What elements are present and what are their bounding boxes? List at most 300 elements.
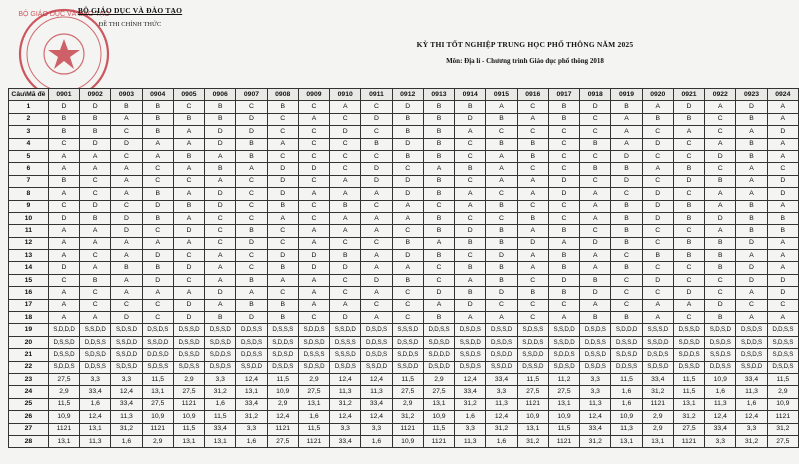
answer-cell: C: [392, 299, 423, 311]
answer-cell: D: [548, 274, 579, 286]
answer-cell: C: [48, 200, 79, 212]
answer-cell: A: [330, 188, 361, 200]
question-number-cell: 27: [9, 423, 49, 435]
answer-cell: D: [298, 163, 329, 175]
answer-cell: C: [767, 299, 798, 311]
answer-cell: B: [611, 200, 642, 212]
question-number-cell: 15: [9, 274, 49, 286]
answer-cell: C: [423, 262, 454, 274]
answer-cell: A: [392, 200, 423, 212]
answer-cell: 27,5: [423, 386, 454, 398]
answer-cell: 11,5: [142, 373, 173, 385]
answer-cell: A: [111, 274, 142, 286]
answer-cell: C: [611, 250, 642, 262]
answer-cell: A: [298, 225, 329, 237]
header-question-code: Câu\Mã đề: [9, 89, 49, 101]
question-number-cell: 18: [9, 312, 49, 324]
answer-cell: 11,3: [486, 398, 517, 410]
answer-cell: A: [673, 299, 704, 311]
answer-cell: 11,5: [423, 423, 454, 435]
answer-cell: D: [48, 212, 79, 224]
header-exam-code: 0907: [236, 89, 267, 101]
answer-key-table: [8, 88, 799, 448]
answer-cell: D,S,D,S: [267, 361, 298, 373]
answer-cell: C: [642, 237, 673, 249]
answer-cell: C: [142, 299, 173, 311]
answer-cell: C: [330, 287, 361, 299]
answer-cell: S,D,S,D: [423, 336, 454, 348]
answer-cell: D,S,D,S: [330, 361, 361, 373]
answer-cell: B: [80, 212, 111, 224]
table-row: [9, 225, 799, 237]
answer-cell: B: [142, 188, 173, 200]
answer-cell: S,D,D,S: [48, 361, 79, 373]
answer-cell: A: [455, 126, 486, 138]
answer-cell: B: [392, 274, 423, 286]
answer-cell: C: [298, 138, 329, 150]
subject-line: Môn: Địa lí - Chương trình Giáo dục phổ thông 2018: [446, 57, 604, 65]
answer-cell: A: [455, 274, 486, 286]
answer-cell: S,S,D,S: [455, 349, 486, 361]
answer-cell: 11,5: [298, 423, 329, 435]
answer-cell: D: [673, 287, 704, 299]
answer-cell: D,D,S,S: [767, 324, 798, 336]
question-number-cell: 13: [9, 250, 49, 262]
answer-cell: D: [205, 138, 236, 150]
answer-cell: D,S,S,D: [673, 324, 704, 336]
answer-cell: S,S,D,D: [642, 336, 673, 348]
answer-cell: A: [173, 237, 204, 249]
answer-cell: A: [642, 299, 673, 311]
answer-cell: B: [392, 113, 423, 125]
answer-cell: C: [580, 225, 611, 237]
answer-cell: B: [267, 101, 298, 113]
answer-cell: 11,5: [611, 373, 642, 385]
answer-cell: D: [423, 287, 454, 299]
answer-cell: D: [236, 312, 267, 324]
answer-cell: B: [486, 200, 517, 212]
answer-cell: D: [455, 225, 486, 237]
answer-cell: A: [142, 138, 173, 150]
answer-cell: A: [517, 250, 548, 262]
answer-cell: A: [173, 126, 204, 138]
answer-cell: C: [80, 175, 111, 187]
header-exam-code: 0910: [330, 89, 361, 101]
answer-cell: S,S,D,D: [236, 361, 267, 373]
answer-cell: C: [517, 126, 548, 138]
table-row: [9, 262, 799, 274]
answer-cell: 13,1: [205, 435, 236, 447]
header-exam-code: 0903: [111, 89, 142, 101]
answer-cell: B: [705, 175, 736, 187]
answer-cell: C: [486, 212, 517, 224]
answer-cell: A: [205, 274, 236, 286]
answer-cell: C: [517, 200, 548, 212]
answer-cell: B: [205, 163, 236, 175]
answer-cell: 3,3: [736, 423, 767, 435]
answer-cell: D: [142, 200, 173, 212]
answer-cell: C: [392, 312, 423, 324]
answer-cell: A: [736, 163, 767, 175]
header-exam-code: 0922: [705, 89, 736, 101]
answer-cell: A: [767, 237, 798, 249]
answer-cell: C: [361, 237, 392, 249]
answer-cell: A: [517, 262, 548, 274]
answer-cell: 33,4: [205, 423, 236, 435]
answer-cell: A: [580, 200, 611, 212]
table-row: [9, 237, 799, 249]
answer-cell: D: [580, 101, 611, 113]
answer-cell: A: [736, 126, 767, 138]
answer-cell: C: [517, 163, 548, 175]
answer-cell: D: [548, 175, 579, 187]
answer-cell: D: [736, 274, 767, 286]
header-exam-code: 0912: [392, 89, 423, 101]
answer-cell: B: [142, 101, 173, 113]
answer-cell: S,D,D,S: [736, 336, 767, 348]
answer-cell: 1121: [767, 411, 798, 423]
answer-cell: 11,3: [330, 386, 361, 398]
answer-cell: C: [392, 225, 423, 237]
answer-cell: B: [767, 225, 798, 237]
answer-cell: 27,5: [517, 386, 548, 398]
answer-cell: B: [517, 287, 548, 299]
answer-cell: S,D,D,S: [298, 324, 329, 336]
header-exam-code: 0902: [80, 89, 111, 101]
answer-cell: A: [330, 101, 361, 113]
answer-cell: S,D,S,D: [611, 349, 642, 361]
answer-cell: B: [736, 113, 767, 125]
answer-cell: C: [298, 150, 329, 162]
answer-cell: A: [267, 212, 298, 224]
answer-cell: B: [423, 212, 454, 224]
table-row: [9, 175, 799, 187]
answer-cell: 12,4: [705, 411, 736, 423]
answer-cell: C: [330, 138, 361, 150]
answer-cell: C: [580, 150, 611, 162]
answer-cell: D: [392, 175, 423, 187]
answer-cell: C: [673, 262, 704, 274]
table-row: [9, 287, 799, 299]
answer-cell: A: [392, 262, 423, 274]
answer-cell: D: [80, 101, 111, 113]
answer-cell: B: [142, 262, 173, 274]
header-exam-code: 0916: [517, 89, 548, 101]
answer-cell: A: [705, 225, 736, 237]
answer-cell: C: [236, 250, 267, 262]
answer-cell: B: [486, 237, 517, 249]
answer-cell: A: [705, 188, 736, 200]
question-number-cell: 3: [9, 126, 49, 138]
answer-cell: 2,9: [642, 423, 673, 435]
answer-cell: A: [80, 150, 111, 162]
answer-cell: 13,1: [611, 435, 642, 447]
answer-cell: D: [580, 237, 611, 249]
header-exam-code: 0915: [486, 89, 517, 101]
answer-cell: S,S,D,D: [142, 336, 173, 348]
answer-cell: 2,9: [423, 373, 454, 385]
answer-cell: D,D,S,S: [705, 361, 736, 373]
answer-cell: 3,3: [580, 373, 611, 385]
answer-cell: D,S,D,S: [455, 324, 486, 336]
answer-cell: C: [361, 126, 392, 138]
answer-cell: 12,4: [236, 373, 267, 385]
answer-cell: D,S,D,D: [423, 361, 454, 373]
answer-cell: D,S,S,D: [517, 361, 548, 373]
answer-cell: C: [705, 126, 736, 138]
answer-cell: 3,3: [580, 386, 611, 398]
answer-cell: S,D,S,S: [173, 361, 204, 373]
answer-cell: 11,3: [361, 386, 392, 398]
answer-cell: 3,3: [330, 423, 361, 435]
answer-cell: D: [111, 138, 142, 150]
answer-cell: 12,4: [330, 411, 361, 423]
question-number-cell: 5: [9, 150, 49, 162]
question-number-cell: 20: [9, 336, 49, 348]
answer-cell: A: [267, 274, 298, 286]
answer-cell: D: [642, 274, 673, 286]
answer-cell: B: [423, 113, 454, 125]
answer-cell: C: [205, 237, 236, 249]
answer-cell: D: [48, 101, 79, 113]
answer-cell: 1121: [517, 398, 548, 410]
answer-cell: B: [392, 237, 423, 249]
answer-cell: C: [298, 101, 329, 113]
answer-cell: D: [80, 138, 111, 150]
answer-cell: 1121: [298, 435, 329, 447]
answer-cell: B: [267, 200, 298, 212]
answer-cell: D,S,S,D: [611, 336, 642, 348]
answer-cell: S,D,D,D: [611, 324, 642, 336]
answer-cell: A: [517, 113, 548, 125]
answer-cell: D: [486, 250, 517, 262]
answer-cell: 11,5: [205, 411, 236, 423]
answer-cell: A: [48, 250, 79, 262]
answer-cell: S,S,D,D: [548, 324, 579, 336]
answer-cell: D: [48, 262, 79, 274]
answer-cell: B: [736, 150, 767, 162]
answer-cell: D,S,D,S: [142, 324, 173, 336]
answer-cell: D: [173, 312, 204, 324]
answer-cell: C: [486, 188, 517, 200]
answer-cell: B: [111, 262, 142, 274]
answer-cell: C: [392, 163, 423, 175]
answer-cell: A: [767, 138, 798, 150]
answer-cell: 31,2: [642, 386, 673, 398]
answer-cell: D: [361, 163, 392, 175]
answer-cell: C: [392, 287, 423, 299]
answer-cell: C: [111, 150, 142, 162]
answer-cell: C: [236, 101, 267, 113]
answer-cell: D: [361, 113, 392, 125]
answer-cell: 3,3: [455, 423, 486, 435]
answer-cell: C: [330, 274, 361, 286]
answer-cell: A: [330, 175, 361, 187]
answer-cell: 31,2: [111, 423, 142, 435]
answer-cell: C: [611, 287, 642, 299]
answer-cell: D: [173, 225, 204, 237]
table-row: [9, 163, 799, 175]
header-exam-code: 0909: [298, 89, 329, 101]
answer-cell: D: [267, 163, 298, 175]
answer-cell: C: [548, 299, 579, 311]
answer-cell: C: [267, 126, 298, 138]
answer-cell: A: [673, 126, 704, 138]
answer-cell: C: [330, 150, 361, 162]
answer-cell: D,S,S,D: [392, 336, 423, 348]
answer-cell: A: [236, 287, 267, 299]
answer-cell: B: [611, 225, 642, 237]
answer-cell: C: [205, 225, 236, 237]
answer-cell: S,D,D,D: [48, 324, 79, 336]
answer-cell: 33,4: [236, 398, 267, 410]
answer-cell: C: [173, 101, 204, 113]
answer-cell: 31,2: [673, 411, 704, 423]
answer-cell: A: [361, 262, 392, 274]
answer-cell: A: [111, 237, 142, 249]
answer-cell: 1,6: [455, 411, 486, 423]
answer-cell: 1,6: [361, 435, 392, 447]
answer-cell: B: [673, 200, 704, 212]
answer-cell: B: [486, 262, 517, 274]
table-row: [9, 274, 799, 286]
answer-cell: S,D,S,D: [705, 324, 736, 336]
answer-cell: 33,4: [80, 386, 111, 398]
answer-cell: C: [642, 262, 673, 274]
answer-cell: B: [580, 138, 611, 150]
answer-cell: 31,2: [736, 435, 767, 447]
answer-cell: B: [580, 274, 611, 286]
answer-cell: C: [455, 150, 486, 162]
answer-cell: A: [48, 188, 79, 200]
document-header-right: [370, 40, 680, 65]
answer-cell: D: [111, 225, 142, 237]
answer-cell: B: [423, 126, 454, 138]
answer-cell: C: [298, 312, 329, 324]
answer-cell: C: [673, 138, 704, 150]
answer-cell: 31,2: [392, 411, 423, 423]
table-row: [9, 361, 799, 373]
answer-cell: 1,6: [80, 398, 111, 410]
answer-cell: 13,1: [48, 435, 79, 447]
answer-cell: D: [705, 150, 736, 162]
answer-cell: A: [173, 163, 204, 175]
answer-cell: A: [736, 287, 767, 299]
header-exam-code: 0917: [548, 89, 579, 101]
answer-cell: C: [111, 299, 142, 311]
answer-cell: 31,2: [486, 423, 517, 435]
answer-cell: 2,9: [298, 373, 329, 385]
answer-cell: S,D,S,S: [767, 336, 798, 348]
answer-cell: 1121: [642, 398, 673, 410]
answer-cell: S,D,S,D: [548, 361, 579, 373]
answer-cell: 10,9: [267, 386, 298, 398]
answer-cell: 27,5: [173, 386, 204, 398]
answer-cell: 1,6: [736, 398, 767, 410]
answer-cell: B: [736, 138, 767, 150]
answer-cell: 31,2: [580, 435, 611, 447]
answer-cell: D,S,S,S: [267, 324, 298, 336]
answer-cell: 2,9: [767, 386, 798, 398]
answer-cell: 11,3: [580, 398, 611, 410]
table-row: [9, 386, 799, 398]
answer-cell: B: [642, 250, 673, 262]
header-exam-code: 0906: [205, 89, 236, 101]
question-number-cell: 23: [9, 373, 49, 385]
answer-cell: B: [455, 163, 486, 175]
answer-cell: C: [80, 188, 111, 200]
answer-cell: A: [361, 225, 392, 237]
answer-cell: S,D,S,S: [767, 349, 798, 361]
answer-cell: B: [236, 299, 267, 311]
answer-cell: S,D,S,D: [642, 361, 673, 373]
answer-cell: D: [298, 262, 329, 274]
answer-cell: C: [611, 299, 642, 311]
answer-cell: 12,4: [580, 411, 611, 423]
answer-cell: A: [173, 287, 204, 299]
answer-cell: A: [173, 188, 204, 200]
answer-cell: C: [580, 126, 611, 138]
answer-cell: S,D,S,S: [142, 361, 173, 373]
answer-cell: 1,6: [611, 398, 642, 410]
question-number-cell: 7: [9, 175, 49, 187]
answer-cell: D: [705, 299, 736, 311]
answer-cell: A: [298, 274, 329, 286]
answer-cell: C: [455, 138, 486, 150]
answer-cell: 11,3: [111, 411, 142, 423]
table-row: [9, 349, 799, 361]
answer-cell: A: [705, 101, 736, 113]
answer-cell: D: [611, 150, 642, 162]
answer-cell: S,D,S,D: [111, 324, 142, 336]
answer-cell: A: [642, 312, 673, 324]
answer-cell: 13,1: [517, 423, 548, 435]
answer-cell: A: [767, 101, 798, 113]
answer-cell: 11,5: [48, 398, 79, 410]
answer-cell: A: [361, 188, 392, 200]
answer-cell: 12,4: [330, 373, 361, 385]
answer-cell: A: [423, 237, 454, 249]
answer-cell: C: [548, 163, 579, 175]
table-row: [9, 373, 799, 385]
answer-cell: C: [673, 188, 704, 200]
answer-cell: 11,5: [767, 373, 798, 385]
answer-cell: C: [267, 150, 298, 162]
answer-cell: C: [80, 287, 111, 299]
answer-cell: 1121: [423, 435, 454, 447]
answer-cell: 1121: [48, 423, 79, 435]
question-number-cell: 17: [9, 299, 49, 311]
answer-cell: 11,5: [173, 423, 204, 435]
answer-cell: D: [142, 250, 173, 262]
answer-cell: D: [486, 287, 517, 299]
answer-cell: D,S,D,S: [361, 324, 392, 336]
question-number-cell: 24: [9, 386, 49, 398]
answer-cell: C: [705, 163, 736, 175]
answer-cell: B: [142, 113, 173, 125]
answer-cell: S,S,D,D: [517, 349, 548, 361]
svg-text:BỘ GIÁO DỤC VÀ ĐÀO TẠO: BỘ GIÁO DỤC VÀ ĐÀO TẠO: [18, 11, 110, 18]
answer-cell: C: [673, 225, 704, 237]
answer-cell: B: [80, 274, 111, 286]
header-exam-code: 0923: [736, 89, 767, 101]
answer-cell: 27,5: [48, 373, 79, 385]
header-exam-code: 0911: [361, 89, 392, 101]
answer-cell: D: [236, 126, 267, 138]
answer-cell: S,D,S,D: [205, 336, 236, 348]
answer-cell: 3,3: [361, 423, 392, 435]
header-exam-code: 0921: [673, 89, 704, 101]
